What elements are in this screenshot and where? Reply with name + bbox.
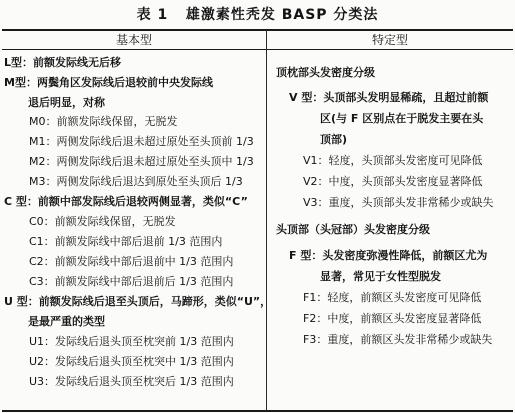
row-M-type-cont: 退后明显，对称 — [28, 96, 105, 109]
row-F3: F3：重度，前额区头发非常稀少或缺失 — [303, 333, 493, 346]
row-M-type: M型：两鬓角区发际线后退较前中央发际线 — [4, 76, 213, 89]
row-F1: F1：轻度，前额区头发密度可见降低 — [303, 291, 482, 304]
row-V-type-cont-1: 区(与 F 区别点在于脱发主要在头 — [320, 112, 484, 125]
row-C1: C1：前额发际线中部后退前 1/3 范围内 — [29, 235, 223, 248]
row-M1: M1：两侧发际线后退未超过原处至头顶前 1/3 — [29, 135, 254, 148]
row-U1: U1：发际线后退头顶至枕突前 1/3 范围内 — [29, 335, 234, 348]
row-M3: M3：两侧发际线后退达到原处至头顶后 1/3 — [29, 175, 243, 188]
row-U3: U3：发际线后退头顶至枕突后 1/3 范围内 — [29, 375, 234, 388]
bottom-rule — [2, 410, 513, 412]
row-U-type-cont: 是最严重的类型 — [28, 315, 105, 328]
row-C2: C2：前额发际线中部后退前中 1/3 范围内 — [29, 255, 234, 268]
row-M0: M0：前额发际线保留，无脱发 — [29, 115, 178, 128]
row-V1: V1：轻度，头顶部头发密度可见降低 — [303, 154, 483, 167]
header-specific-type: 特定型 — [371, 33, 408, 47]
row-C0: C0：前额发际线保留，无脱发 — [29, 215, 176, 228]
row-V3: V3：重度，头顶部头发非常稀少或缺失 — [303, 196, 494, 209]
row-M2: M2：两侧发际线后退未超过原处至头顶中 1/3 — [29, 155, 254, 168]
column-divider — [266, 30, 267, 411]
row-C3: C3：前额发际线中部后退前后 1/3 范围内 — [29, 275, 234, 288]
heading-crown-density: 头顶部（头冠部）头发密度分级 — [276, 223, 430, 236]
row-L-type: L型：前额发际线无后移 — [4, 56, 122, 69]
row-U2: U2：发际线后退头顶至枕突中 1/3 范围内 — [29, 355, 234, 368]
table-title: 表 1 雄激素性秃发 BASP 分类法 — [136, 7, 379, 23]
row-F2: F2：中度，前额区头发密度显著降低 — [303, 312, 482, 325]
heading-vertex-density: 顶枕部头发密度分级 — [276, 66, 375, 79]
row-V-type: V 型：头顶部头发明显稀疏，且超过前额 — [289, 91, 489, 104]
row-U-type: U 型：前额发际线后退至头顶后，马蹄形，类似“U”， — [4, 295, 272, 308]
row-F-type-cont: 显著，常见于女性型脱发 — [320, 270, 441, 283]
header-basic-type: 基本型 — [115, 33, 152, 47]
row-C-type: C 型：前额中部发际线后退较两侧显著，类似“C” — [4, 195, 248, 208]
header-rule — [2, 49, 513, 50]
row-V-type-cont-2: 顶部) — [320, 133, 348, 146]
row-F-type: F 型：头发密度弥漫性降低，前额区尤为 — [289, 249, 488, 262]
row-V2: V2：中度，头顶部头发密度显著降低 — [303, 175, 483, 188]
